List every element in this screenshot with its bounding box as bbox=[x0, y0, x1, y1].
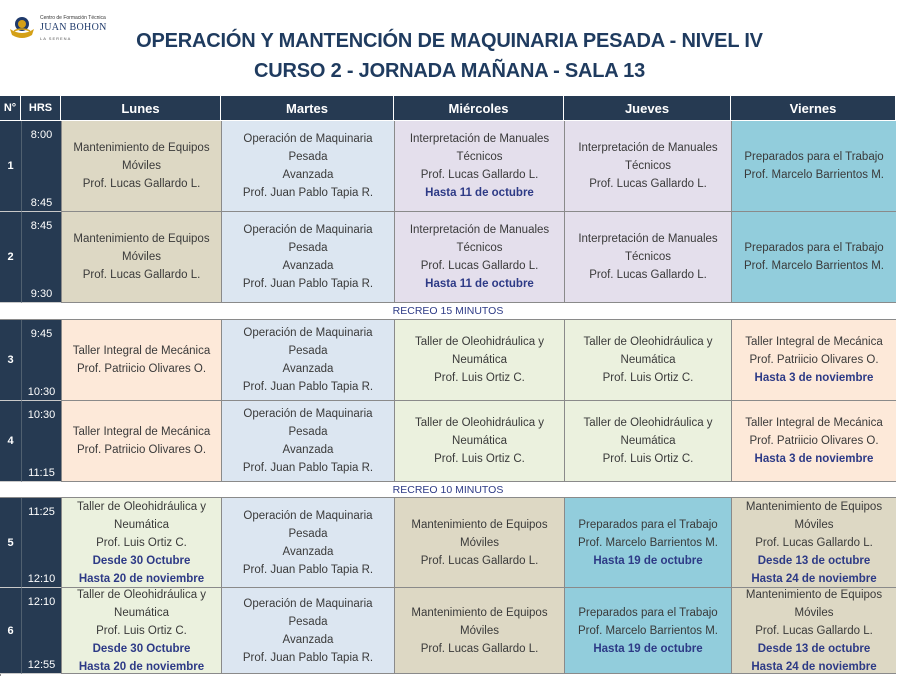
block-number: 2 bbox=[0, 212, 21, 303]
block-start-time: 8:00 bbox=[30, 129, 53, 141]
class-line: Prof. Luis Ortiz C. bbox=[602, 453, 694, 465]
class-cell bbox=[564, 498, 731, 588]
class-line: Avanzada bbox=[282, 169, 334, 181]
class-line: Prof. Lucas Gallardo L. bbox=[420, 260, 539, 272]
class-line: Neumática bbox=[620, 435, 676, 447]
header-hrs: HRS bbox=[21, 96, 61, 121]
break-row-10: RECREO 10 MINUTOS bbox=[0, 482, 896, 498]
class-line: Prof. Marcelo Barrientos M. bbox=[578, 624, 718, 637]
date-note: Desde 13 de octubre bbox=[757, 642, 871, 655]
class-cell bbox=[394, 588, 564, 674]
class-line: Taller Integral de Mecánica bbox=[72, 426, 211, 438]
class-line: Mantenimiento de Equipos bbox=[745, 588, 883, 601]
class-line: Taller Integral de Mecánica bbox=[745, 417, 883, 429]
logo-name: JUAN BOHON bbox=[40, 22, 107, 33]
class-line: Interpretación de Manuales bbox=[409, 133, 550, 145]
class-cell bbox=[394, 401, 564, 482]
class-line: Preparados para el Trabajo bbox=[744, 151, 884, 163]
page-subtitle: CURSO 2 - JORNADA MAÑANA - SALA 13 bbox=[253, 60, 645, 82]
class-cell bbox=[61, 320, 221, 401]
class-line: Prof. Lucas Gallardo L. bbox=[420, 642, 539, 655]
block-start-time: 10:30 bbox=[27, 409, 56, 421]
class-cell bbox=[564, 401, 731, 482]
class-cell bbox=[564, 121, 731, 212]
class-line: Prof. Luis Ortiz C. bbox=[434, 453, 525, 465]
block-end-time: 11:15 bbox=[28, 467, 55, 479]
class-cell bbox=[61, 212, 221, 303]
class-cell bbox=[394, 121, 564, 212]
date-note: Hasta 11 de octubre bbox=[425, 187, 534, 199]
class-line: Prof. Lucas Gallardo L. bbox=[589, 178, 707, 190]
class-line: Mantenimiento de Equipos bbox=[745, 500, 883, 513]
class-line: Prof. Marcelo Barrientos M. bbox=[744, 260, 884, 272]
class-line: Técnicos bbox=[624, 160, 672, 172]
class-line: Interpretación de Manuales bbox=[578, 142, 718, 154]
class-line: Prof. Lucas Gallardo L. bbox=[420, 554, 539, 567]
class-line: Avanzada bbox=[282, 444, 334, 456]
class-cell bbox=[221, 401, 394, 482]
date-note: Hasta 19 de octubre bbox=[593, 642, 703, 655]
class-cell bbox=[394, 320, 564, 401]
class-cell bbox=[221, 588, 394, 674]
class-line: Móviles bbox=[122, 251, 161, 263]
class-line: Operación de Maquinaria Pesada bbox=[243, 327, 373, 357]
class-cell bbox=[394, 498, 564, 588]
header-num: N° bbox=[0, 96, 21, 121]
block-number: 6 bbox=[0, 588, 21, 674]
header-day-jueves: Jueves bbox=[564, 96, 731, 121]
block-hours bbox=[21, 401, 61, 482]
class-cell bbox=[564, 320, 731, 401]
class-line: Prof. Lucas Gallardo L. bbox=[755, 536, 873, 549]
class-line: Taller de Oleohidráulica y bbox=[583, 417, 713, 429]
page-title: OPERACIÓN Y MANTENCIÓN DE MAQUINARIA PESADA - NIVEL IV bbox=[136, 30, 763, 52]
block-end-time: 12:55 bbox=[27, 659, 56, 671]
class-line: Prof. Luis Ortiz C. bbox=[434, 372, 525, 384]
class-line: Operación de Maquinaria Pesada bbox=[243, 509, 373, 540]
date-note: Hasta 24 de noviembre bbox=[751, 660, 877, 673]
date-note: Hasta 24 de noviembre bbox=[751, 572, 877, 585]
class-line: Taller de Oleohidráulica y bbox=[76, 500, 207, 513]
class-line: Avanzada bbox=[282, 633, 334, 646]
class-cell bbox=[61, 498, 221, 588]
class-cell bbox=[731, 121, 896, 212]
date-note: Desde 13 de octubre bbox=[757, 554, 871, 567]
class-cell bbox=[221, 320, 394, 401]
class-line: Operación de Maquinaria Pesada bbox=[243, 597, 373, 628]
class-line: Interpretación de Manuales bbox=[409, 224, 550, 236]
logo-city: LA SERENA bbox=[40, 36, 72, 41]
class-line: Móviles bbox=[794, 518, 834, 531]
class-line: Mantenimiento de Equipos Móviles bbox=[411, 606, 548, 637]
break-row-15: RECREO 15 MINUTOS bbox=[0, 303, 896, 320]
class-line: Preparados para el Trabajo bbox=[744, 242, 884, 254]
class-line: Prof. Juan Pablo Tapia R. bbox=[242, 651, 374, 664]
block-end-time: 10:30 bbox=[27, 386, 56, 398]
date-note: Hasta 20 de noviembre bbox=[78, 660, 205, 673]
class-line: Prof. Lucas Gallardo L. bbox=[420, 169, 539, 181]
class-cell bbox=[564, 588, 731, 674]
class-line: Operación de Maquinaria Pesada bbox=[243, 408, 373, 438]
class-line: Prof. Juan Pablo Tapia R. bbox=[242, 563, 374, 576]
block-end-time: 9:30 bbox=[30, 288, 53, 300]
class-cell bbox=[731, 320, 896, 401]
class-line: Taller Integral de Mecánica bbox=[72, 345, 211, 357]
block-hours bbox=[21, 320, 61, 401]
block-number: 4 bbox=[0, 401, 21, 482]
class-cell bbox=[221, 212, 394, 303]
class-line: Prof. Lucas Gallardo L. bbox=[589, 269, 707, 281]
date-note: Desde 30 Octubre bbox=[92, 642, 191, 655]
class-line: Prof. Patriicio Olivares O. bbox=[76, 363, 207, 375]
block-start-time: 11:25 bbox=[28, 506, 55, 518]
class-cell bbox=[731, 401, 896, 482]
block-hours bbox=[21, 588, 61, 674]
class-line: Prof. Juan Pablo Tapia R. bbox=[242, 278, 374, 290]
class-line: Avanzada bbox=[282, 545, 334, 558]
date-note: Hasta 20 de noviembre bbox=[78, 572, 205, 585]
header-day-miercoles: Miércoles bbox=[394, 96, 564, 121]
class-cell bbox=[61, 588, 221, 674]
class-cell bbox=[394, 212, 564, 303]
class-line: Prof. Lucas Gallardo L. bbox=[82, 269, 201, 281]
class-line: Prof. Luis Ortiz C. bbox=[96, 624, 187, 637]
class-line: Avanzada bbox=[282, 363, 334, 375]
block-end-time: 8:45 bbox=[30, 197, 53, 209]
class-cell bbox=[731, 212, 896, 303]
class-line: Prof. Marcelo Barrientos M. bbox=[744, 169, 884, 181]
block-number: 1 bbox=[0, 121, 21, 212]
block-start-time: 8:45 bbox=[30, 220, 53, 232]
block-end-time: 12:10 bbox=[27, 573, 56, 585]
class-line: Técnicos bbox=[456, 242, 503, 254]
class-line: Operación de Maquinaria Pesada bbox=[243, 133, 373, 163]
class-line: Preparados para el Trabajo bbox=[578, 518, 718, 531]
class-cell bbox=[731, 588, 896, 674]
class-line: Técnicos bbox=[624, 251, 672, 263]
class-line: Mantenimiento de Equipos Móviles bbox=[411, 518, 548, 549]
date-note: Desde 30 Octubre bbox=[92, 554, 191, 567]
header-day-viernes: Viernes bbox=[731, 96, 896, 121]
date-note: Hasta 19 de octubre bbox=[593, 554, 703, 567]
class-line: Taller de Oleohidráulica y bbox=[414, 417, 545, 429]
class-line: Taller de Oleohidráulica y bbox=[414, 336, 545, 348]
class-line: Mantenimiento de Equipos bbox=[73, 142, 210, 154]
block-hours bbox=[21, 498, 61, 588]
class-line: Prof. Lucas Gallardo L. bbox=[82, 178, 201, 190]
class-line: Prof. Lucas Gallardo L. bbox=[755, 624, 873, 637]
class-line: Móviles bbox=[122, 160, 161, 172]
class-line: Neumática bbox=[452, 435, 507, 447]
block-hours bbox=[21, 121, 61, 212]
logo-subtitle: Centro de Formación Técnica bbox=[40, 15, 106, 21]
block-start-time: 9:45 bbox=[30, 328, 53, 340]
header-day-martes: Martes bbox=[221, 96, 394, 121]
class-line: Técnicos bbox=[456, 151, 503, 163]
class-line: Prof. Juan Pablo Tapia R. bbox=[242, 381, 374, 393]
class-line: Neumática bbox=[114, 606, 169, 619]
block-number: 5 bbox=[0, 498, 21, 588]
class-cell bbox=[731, 498, 896, 588]
class-line: Avanzada bbox=[282, 260, 334, 272]
class-cell bbox=[221, 121, 394, 212]
class-line: Prof. Marcelo Barrientos M. bbox=[578, 536, 718, 549]
date-note: Hasta 11 de octubre bbox=[425, 278, 534, 290]
class-line: Prof. Patriicio Olivares O. bbox=[76, 444, 207, 456]
class-line: Neumática bbox=[620, 354, 676, 366]
class-line: Prof. Luis Ortiz C. bbox=[96, 536, 187, 549]
block-start-time: 12:10 bbox=[27, 596, 56, 608]
class-line: Móviles bbox=[794, 606, 834, 619]
class-line: Mantenimiento de Equipos bbox=[73, 233, 210, 245]
class-cell bbox=[564, 212, 731, 303]
class-line: Taller de Oleohidráulica y bbox=[583, 336, 713, 348]
header-day-lunes: Lunes bbox=[61, 96, 221, 121]
class-cell bbox=[221, 498, 394, 588]
class-line: Prof. Luis Ortiz C. bbox=[602, 372, 694, 384]
block-hours bbox=[21, 212, 61, 303]
class-line: Taller de Oleohidráulica y bbox=[76, 588, 207, 601]
class-line: Prof. Juan Pablo Tapia R. bbox=[242, 187, 374, 199]
class-line: Prof. Patriicio Olivares O. bbox=[749, 435, 879, 447]
class-line: Interpretación de Manuales bbox=[578, 233, 718, 245]
class-line: Taller Integral de Mecánica bbox=[745, 336, 883, 348]
class-line: Neumática bbox=[452, 354, 507, 366]
class-line: Prof. Juan Pablo Tapia R. bbox=[242, 462, 374, 474]
class-cell bbox=[61, 401, 221, 482]
class-line: Preparados para el Trabajo bbox=[578, 606, 718, 619]
class-line: Neumática bbox=[114, 518, 169, 531]
class-line: Operación de Maquinaria Pesada bbox=[243, 224, 373, 254]
date-note: Hasta 3 de noviembre bbox=[754, 453, 874, 465]
class-line: Prof. Patriicio Olivares O. bbox=[749, 354, 879, 366]
schedule-table bbox=[0, 96, 911, 676]
class-cell bbox=[61, 121, 221, 212]
date-note: Hasta 3 de noviembre bbox=[754, 372, 874, 384]
block-number: 3 bbox=[0, 320, 21, 401]
